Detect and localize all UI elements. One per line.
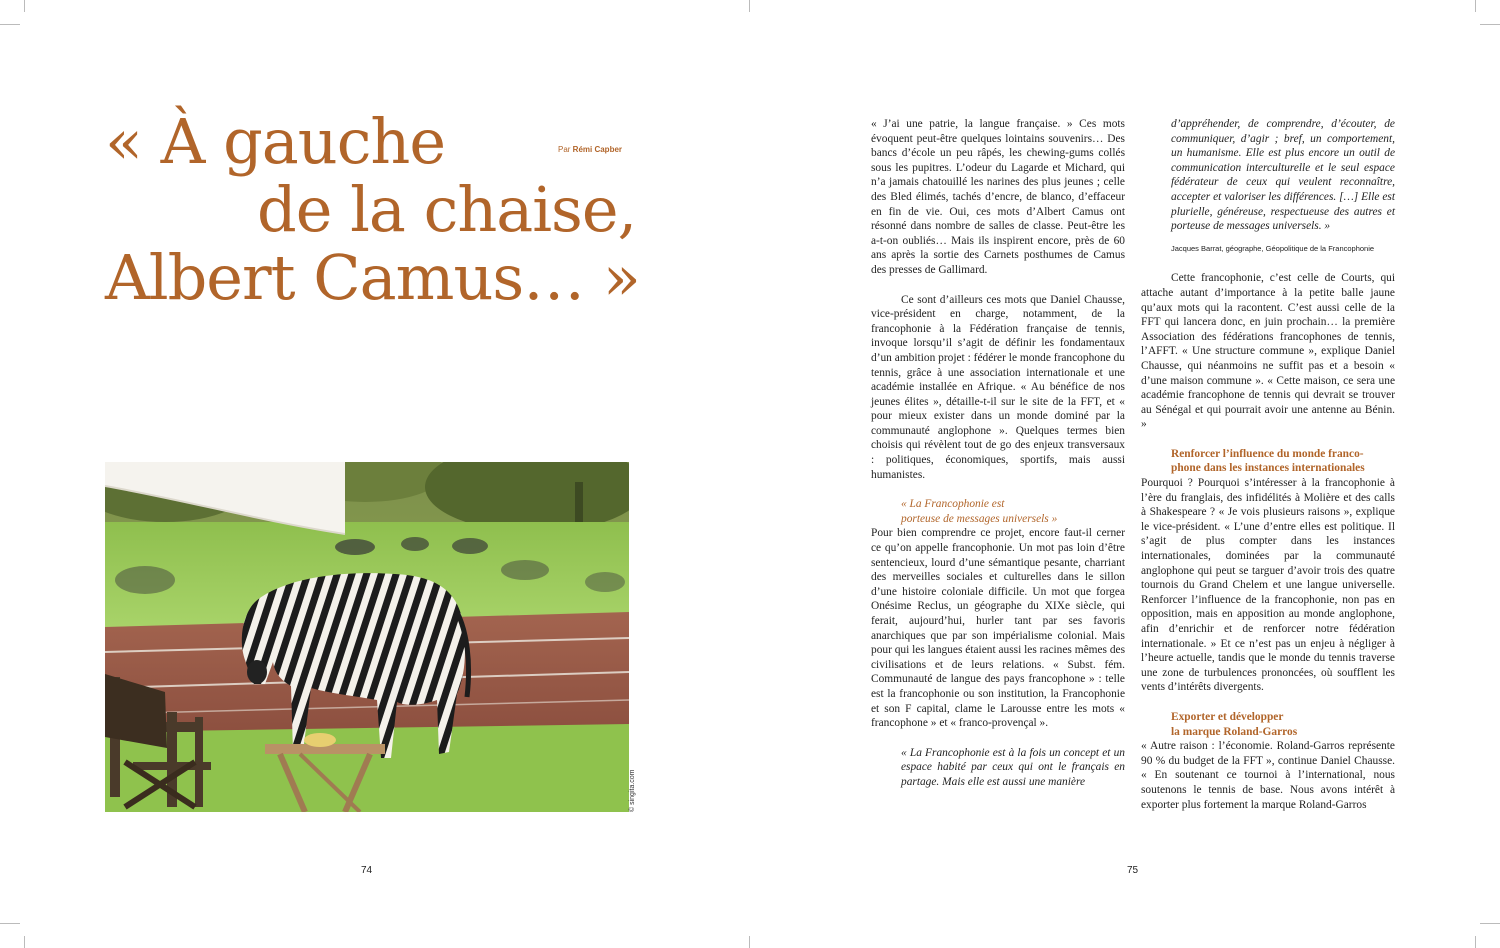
paragraph: « J’ai une patrie, la langue française. » Ces mots évoquent peut-être quelques lointains souvenirs… Des bancs d’école un peu râpés, les chewing-gums collés sous les pupitres. L’odeur du Lagarde et Michard, qui n’a jamais chatouillé les narines des plus jeunes ; celle des Bled élimés, tachés d’encre, de blanco, d’effaceur en fin de vie. Oui, ces mots d’Albert Camus ont résonné dans nombre de salles de classe. Peut-être les a-t-on oubliés… Mais ils inspirent encore, près de 60 ans après la sortie des Carnets posthumes de Camus des presses de Gallimard. bbox=[871, 118, 1125, 276]
subheading: la marque Roland-Garros bbox=[1171, 725, 1298, 738]
crop-mark bbox=[1480, 923, 1500, 924]
photo-credit: © singita.com bbox=[629, 769, 636, 812]
byline-author: Rémi Capber bbox=[572, 145, 623, 154]
crop-mark bbox=[24, 0, 25, 12]
paragraph: Ce sont d’ailleurs ces mots que Daniel Chausse, vice-président en charge, notamment, de la francophonie à la Fédération française de tennis, invoque lorsqu’il s’agit de définir les fondamentaux d’un ambition projet : fédérer le monde francophone du tennis, grâce à une association internationale et une académie installée en Afrique. « Au bénéfice de nos jeunes élites », détaille-t-il sur le site de la FFT, et « pour mieux exister dans un monde dominé par la communauté anglophone ». Quelques termes bien choisis qui révèlent tout de go des enjeux transversaux : politiques, économiques, sportifs, mais aussi humanistes. bbox=[871, 293, 1125, 481]
crop-mark bbox=[24, 936, 25, 948]
subheading: Exporter et développer bbox=[1171, 710, 1284, 723]
headline-line-3: Albert Camus… » bbox=[105, 241, 640, 314]
page-number-right: 75 bbox=[1127, 865, 1139, 876]
paragraph: « Autre raison : l’économie. Roland-Garros représente 90 % du budget de la FFT », continue Daniel Chausse. « En soutenant ce tournoi à l’international, nous soutenons le tennis de base. Nous avons intérêt à exporter plus fortement la marque Roland-Garros bbox=[1141, 740, 1395, 811]
paragraph: Pourquoi ? Pourquoi s’intéresser à la francophonie à l’ère du franglais, des infidélités à Molière et des calls à Shakespeare ? « Je vois plusieurs raisons », explique le vice-président. « L’une d’entre elles est politique. Il s’agit de plus compter dans les instances internationales, dominées par la communauté anglophone qui peut se targuer d’avoir trois des quatre tournois du Grand Chelem et une langue universelle. Renforcer l’influence de la francophonie, non pas en opposition, mais en apposition au monde anglophone, afin d’enrichir et de renforcer notre fédération internationale. » Et ce n’est pas un enjeu à négliger à l’heure actuelle, tandis que le monde du tennis traverse une zone de turbulences prononcées, où soufflent les vents d’intérêts divergents. bbox=[1141, 477, 1395, 694]
crop-mark bbox=[0, 923, 20, 924]
crop-mark bbox=[1475, 936, 1476, 948]
paragraph: Pour bien comprendre ce projet, encore faut-il cerner ce qu’on appelle francophonie. Un mot pas loin d’être sentencieux, lourd d’une sémantique pesante, charriant des merveilles sociales et culturelles dans le sillon d’une histoire coloniale difficile. Un mot que forgea Onésime Reclus, un géographe du XIXe siècle, qui ferait, aujourd’hui, hurler tant par ses favoris anarchiques que par son impérialisme colonial. Mais pour qui les langues étaient aussi les racines mêmes des civilisations et de leurs relations. « Subst. fém. Communauté de langue des pays francophone » : telle est la francophonie ou son institution, la Francophonie et son F capital, clame le Larousse entre les mots « francophone » et « franco-provençal ». bbox=[871, 527, 1126, 730]
crop-mark bbox=[749, 936, 750, 948]
crop-mark bbox=[1475, 0, 1476, 12]
headline-line-1: « À gauche bbox=[105, 105, 446, 178]
pull-quote: d’appréhender, de comprendre, d’écouter, de communiquer, d’agir ; bref, un comportement, un humanisme. Elle est plus encore un outil de communication interculturelle et le seul espace fédérateur de ceux qui veulent reconnaître, accepter et valoriser les différences. […] Elle est plurielle, généreuse, respectueuse des autres et porteuse de messages universels. » bbox=[1171, 118, 1395, 233]
subheading: porteuse de messages universels » bbox=[901, 512, 1058, 525]
crop-mark bbox=[1480, 24, 1500, 25]
page-number-left: 74 bbox=[361, 865, 373, 876]
pull-quote: « La Francophonie est à la fois un concept et un espace habité par ceux qui ont le français en partage. Mais elle est aussi une manière bbox=[901, 746, 1125, 788]
subheading: phone dans les instances internationales bbox=[1171, 462, 1365, 475]
paragraph: Cette francophonie, c’est celle de Courts, qui attache autant d’importance à la petite balle jaune qu’aux mots qui la racontent. C’est aussi celle de la FFT qui lancera donc, en juin prochain… la première Association des fédérations francophones de tennis, l’AFFT. « Une structure commune », explique Daniel Chausse, qui néanmoins ne suffit pas et a besoin « d’une maison commune ». « Cette maison, ce sera une académie francophone de tennis qui devrait se trouver au Sénégal et qui pourrait avoir une antenne au Bénin. » bbox=[1141, 272, 1395, 431]
headline-line-2: de la chaise, bbox=[257, 173, 637, 246]
subheading: Renforcer l’influence du monde franco- bbox=[1171, 447, 1364, 460]
crop-mark bbox=[749, 0, 750, 12]
text-column-2 bbox=[1141, 117, 1395, 812]
byline-prefix: Par bbox=[558, 145, 573, 154]
headline bbox=[105, 105, 665, 314]
quote-source: Jacques Barrat, géographe, Géopolitique de la Francophonie bbox=[1171, 243, 1375, 253]
text-column-1 bbox=[871, 117, 1125, 790]
zebra-photo bbox=[105, 462, 629, 812]
byline bbox=[558, 145, 622, 154]
subheading: « La Francophonie est bbox=[901, 498, 1005, 511]
crop-mark bbox=[0, 24, 20, 25]
